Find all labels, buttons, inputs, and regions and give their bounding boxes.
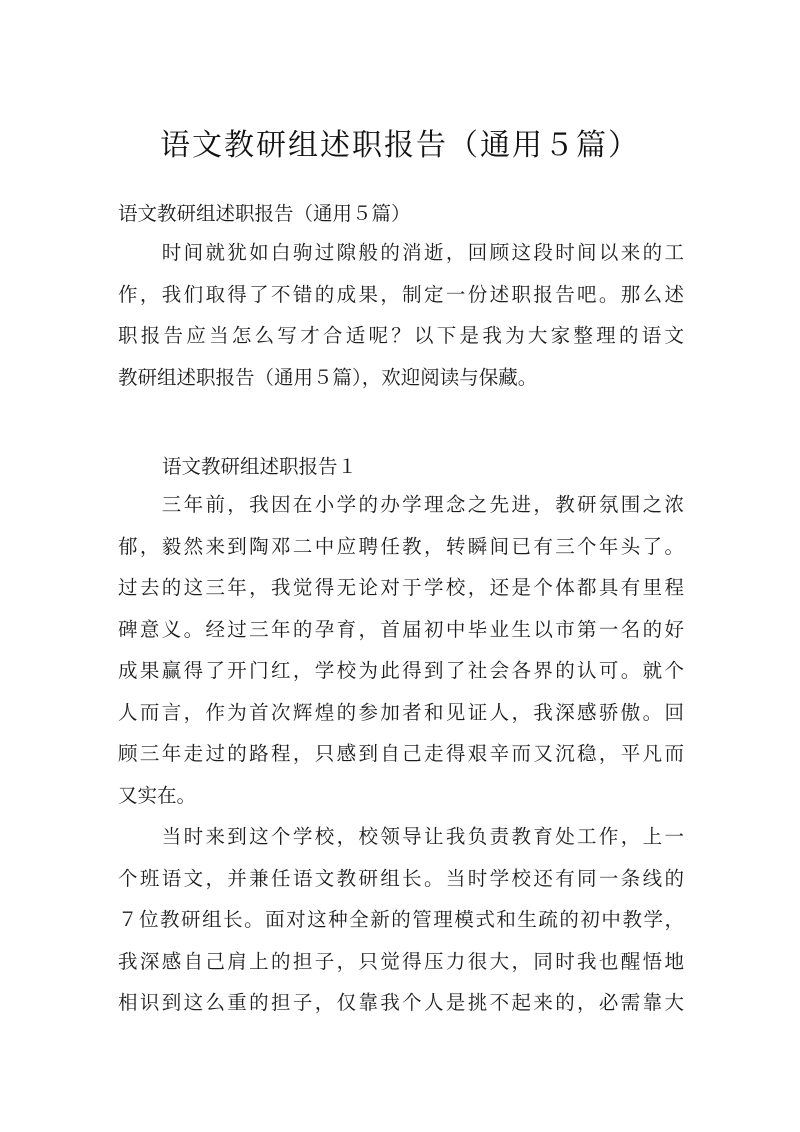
paragraph-line: 当时来到这个学校，校领导让我负责教育处工作，上一 bbox=[118, 825, 684, 848]
paragraph-line: 三年前，我因在小学的办学理念之先进，教研氛围之浓 bbox=[118, 493, 684, 516]
section-heading: 语文教研组述职报告１ bbox=[162, 455, 358, 478]
paragraph-line: 相识到这么重的担子，仅靠我个人是挑不起来的，必需靠大 bbox=[118, 991, 684, 1014]
paragraph-line: 郁，毅然来到陶邓二中应聘任教，转瞬间已有三个年头了。 bbox=[118, 534, 684, 558]
paragraph-line: 成果赢得了开门红，学校为此得到了社会各界的认可。就个 bbox=[118, 659, 684, 682]
paragraph-line: 顾三年走过的路程，只感到自己走得艰辛而又沉稳，平凡而 bbox=[118, 742, 684, 765]
paragraph-line: 碑意义。经过三年的孕育，首届初中毕业生以市第一名的好 bbox=[118, 617, 684, 641]
intro-line: 教研组述职报告（通用５篇），欢迎阅读与保藏。 bbox=[118, 365, 538, 389]
paragraph-line: 个班语文，并兼任语文教研组长。当时学校还有同一条线的 bbox=[118, 866, 684, 890]
paragraph-line: 我深感自己肩上的担子，只觉得压力很大，同时我也醒悟地 bbox=[118, 949, 684, 973]
document-title: 语文教研组述职报告（通用５篇） bbox=[160, 128, 640, 163]
paragraph-1 bbox=[118, 484, 684, 816]
intro-line: 作，我们取得了不错的成果，制定一份述职报告吧。那么述 bbox=[118, 282, 684, 306]
paragraph-line: 人而言，作为首次辉煌的参加者和见证人，我深感骄傲。回 bbox=[118, 700, 684, 724]
paragraph-line: 又实在。 bbox=[118, 783, 197, 807]
document-subtitle: 语文教研组述职报告（通用５篇） bbox=[118, 202, 411, 225]
intro-line: 时间就犹如白驹过隙般的消逝，回顾这段时间以来的工 bbox=[118, 241, 684, 264]
intro-paragraph bbox=[118, 232, 684, 398]
paragraph-line: ７位教研组长。面对这种全新的管理模式和生疏的初中教学， bbox=[118, 908, 684, 931]
paragraph-2 bbox=[118, 816, 684, 1024]
intro-line: 职报告应当怎么写才合适呢？以下是我为大家整理的语文 bbox=[118, 324, 684, 347]
paragraph-line: 过去的这三年，我觉得无论对于学校，还是个体都具有里程 bbox=[118, 576, 684, 599]
